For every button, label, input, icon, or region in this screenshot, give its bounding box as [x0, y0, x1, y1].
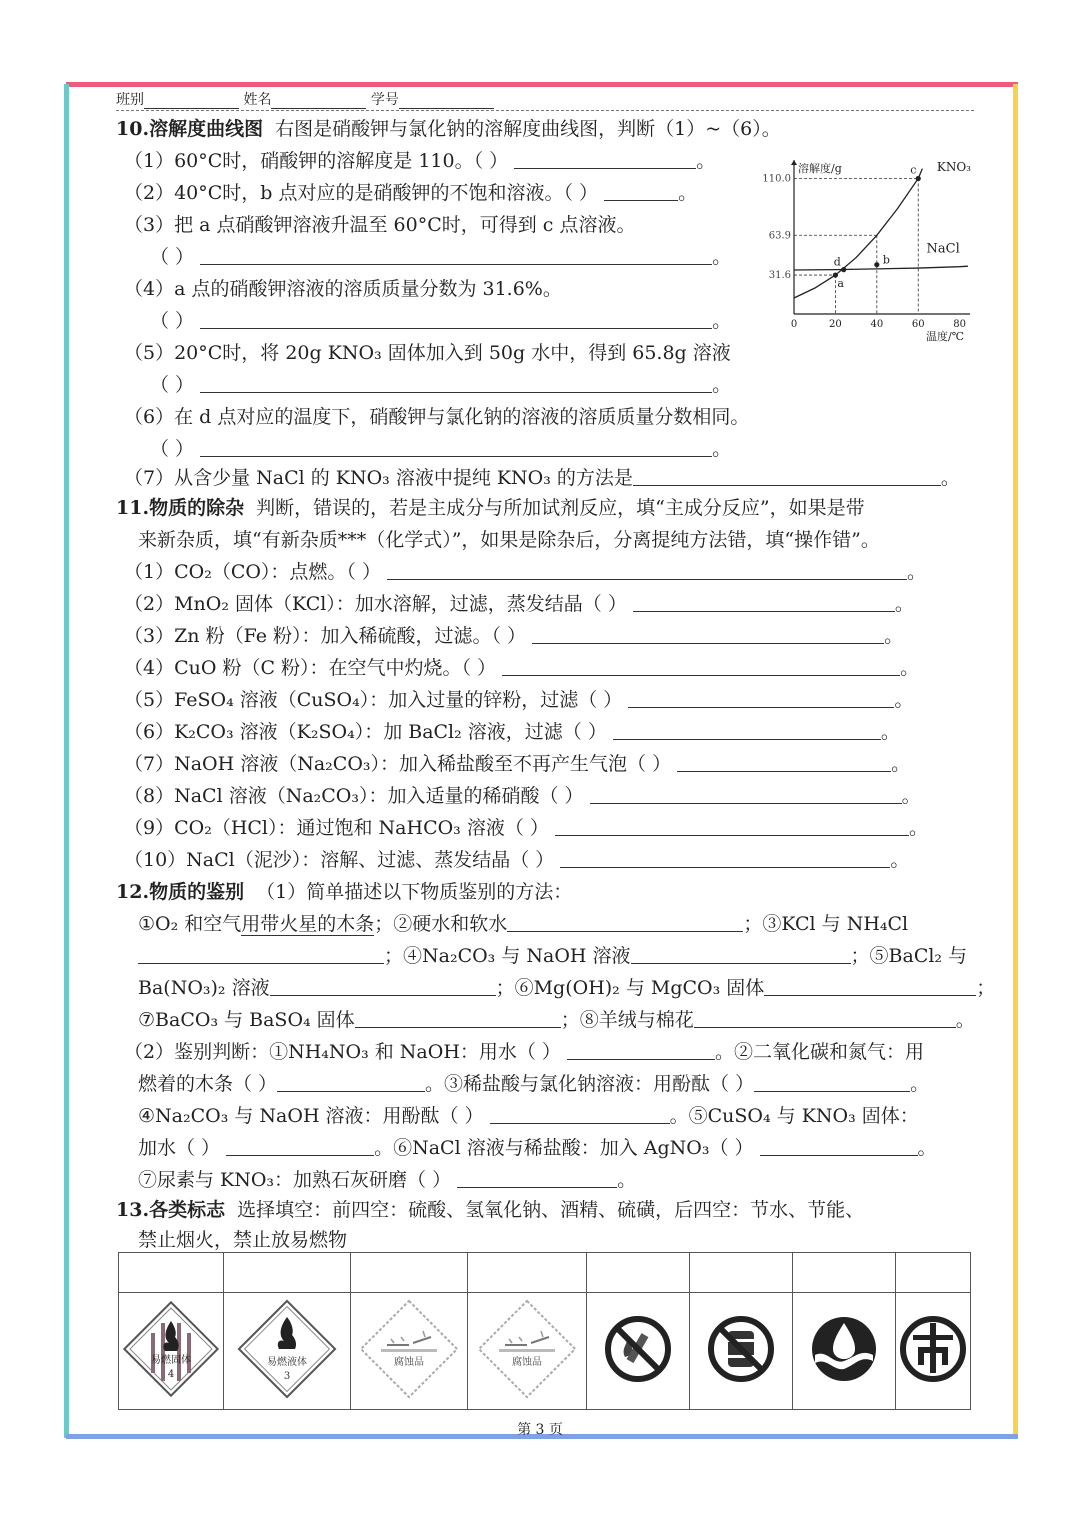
q10-item-2: （2）40°C时，b 点对应的是硝酸钾的不饱和溶液。（ ） 。 — [124, 182, 698, 204]
q10-item-5-answer: （ ） 。 — [150, 374, 732, 396]
q12-8a: 加水（ ） — [138, 1137, 221, 1159]
point-label-d: d — [833, 255, 841, 269]
chart-series — [794, 169, 968, 298]
q11-answer-3[interactable] — [532, 625, 884, 644]
q12-line-4 — [138, 1008, 975, 1032]
q12-5b: 。②二氧化碳和氮气：用 — [714, 1041, 924, 1063]
q12-9a: ⑦尿素与 KNO₃：加熟石灰研磨（ ） — [138, 1169, 452, 1191]
sign-answer-cell-8[interactable] — [896, 1253, 971, 1293]
q10-answer-1[interactable] — [514, 150, 696, 169]
y-axis-label: 溶解度/g — [798, 162, 842, 175]
x-tick-label: 0 — [790, 319, 798, 330]
q12-answer-4[interactable] — [631, 945, 851, 964]
x-axis-label: 温度/℃ — [925, 330, 964, 343]
x-tick-label: 80 — [953, 319, 967, 330]
corrosive-icon — [468, 1293, 586, 1405]
q10-answer-6[interactable] — [200, 438, 712, 457]
q11-item-9: （9）CO₂（HCl）：通过饱和 NaHCO₃ 溶液（ ） 。 — [124, 817, 928, 839]
q12-8b: 。⑥NaCl 溶液与稀盐酸：加入 AgNO₃（ ） — [374, 1137, 754, 1159]
energy-saving-sign-cell — [896, 1293, 971, 1410]
q10-item-7: （7）从含少量 NaCl 的 KNO₃ 溶液中提纯 KNO₃ 的方法是 。 — [124, 467, 960, 489]
q12-6b: 。③稀盐酸与氯化钠溶液：用酚酞（ ） — [425, 1073, 755, 1095]
class-field[interactable] — [144, 94, 239, 109]
point-b — [874, 262, 879, 267]
y-tick-label: 31.6 — [768, 270, 791, 282]
q12-4b: ；⑧羊绒与棉花 — [560, 1009, 694, 1031]
corrosive-label-2: 腐蚀品 — [512, 1357, 542, 1368]
q10-item-3 — [124, 213, 635, 237]
flammable-liquid-icon — [224, 1293, 350, 1405]
q10-item-1: （1）60°C时，硝酸钾的溶解度是 110。（ ） 。 — [124, 150, 716, 172]
q11-item-1: （1）CO₂（CO）：点燃。（ ） 。 — [124, 561, 927, 583]
name-field[interactable] — [271, 94, 366, 109]
sign-answer-cell-2[interactable] — [224, 1253, 351, 1293]
q12-judge-6[interactable] — [760, 1137, 918, 1156]
corrosive-sign-cell-1 — [351, 1293, 468, 1410]
class-label: 班别 — [116, 92, 144, 108]
q12-2b: ；⑤BaCl₂ 与 — [850, 945, 968, 967]
q11-item-9-text: （9）CO₂（HCl）：通过饱和 NaHCO₃ 溶液（ ） — [124, 817, 549, 839]
flammable-liquid-sign-cell — [224, 1293, 351, 1410]
q11-item-4-text: （4）CuO 粉（C 粉）：在空气中灼烧。（ ） — [124, 657, 497, 679]
corrosive-sign-cell-2 — [468, 1293, 587, 1410]
q11-intro-line-2 — [138, 528, 880, 552]
q12-answer-3[interactable] — [138, 945, 384, 964]
q11-item-2-text: （2）MnO₂ 固体（KCl）：加水溶解，过滤，蒸发结晶（ ） — [124, 593, 627, 615]
flammable-solid-icon — [119, 1293, 223, 1405]
no-flammable-materials-icon — [690, 1293, 792, 1405]
energy-saving-icon — [896, 1293, 970, 1405]
id-field[interactable] — [399, 94, 494, 109]
q11-title: 物质的除杂 — [149, 497, 245, 519]
q12-judge-5[interactable] — [226, 1137, 374, 1156]
q12-line-5 — [124, 1040, 924, 1064]
signs-image-row — [119, 1293, 971, 1410]
sign-answer-cell-5[interactable] — [587, 1253, 690, 1293]
q11-item-8: （8）NaCl 溶液（Na₂CO₃）：加入适量的稀硝酸（ ） 。 — [124, 785, 921, 807]
q10-title: 溶解度曲线图 — [149, 118, 264, 140]
q12-title: 物质的鉴别 — [149, 881, 245, 903]
q10-item-5 — [124, 341, 731, 365]
q12-1b-answer: 用带火星的木条 — [241, 913, 375, 935]
q11-item-2: （2）MnO₂ 固体（KCl）：加水溶解，过滤，蒸发结晶（ ） 。 — [124, 593, 914, 615]
series-label-kno3: KNO₃ — [936, 160, 971, 175]
chart-guides — [794, 178, 918, 314]
q11-intro-2: 来新杂质，填“有新杂质***（化学式）”，如果是除杂后，分离提纯方法错，填“操作错”。 — [138, 529, 880, 551]
q10-answer-2[interactable] — [604, 182, 678, 201]
q11-item-10: （10）NaCl（泥沙）：溶解、过滤、蒸发结晶（ ） 。 — [124, 849, 910, 871]
q11-answer-10[interactable] — [560, 849, 890, 868]
q12-6a: 燃着的木条（ ） — [138, 1073, 278, 1095]
chart-points — [833, 176, 921, 278]
sign-answer-cell-7[interactable] — [793, 1253, 896, 1293]
q12-5a: （2）鉴别判断：①NH₄NO₃ 和 NaOH：用水（ ） — [124, 1041, 561, 1063]
q10-paren-3: （ ） — [150, 246, 195, 268]
q12-answer-7[interactable] — [355, 1009, 561, 1028]
point-d — [841, 267, 846, 272]
series-line-nacl — [794, 266, 968, 270]
q13-intro-1: 选择填空：前四空：硫酸、氢氧化钠、酒精、硫磺，后四空：节水、节能、 — [237, 1199, 865, 1221]
x-tick-label: 60 — [911, 319, 925, 330]
page-number: 第 3 页 — [517, 1422, 563, 1438]
q12-7a: ④Na₂CO₃ 与 NaOH 溶液：用酚酞（ ） — [138, 1105, 484, 1127]
series-line-kno3 — [794, 169, 922, 298]
q13-intro-line-2 — [138, 1228, 347, 1252]
q12-2a: ；④Na₂CO₃ 与 NaOH 溶液 — [384, 945, 631, 967]
q12-number: 12. — [116, 881, 150, 903]
x-tick-label: 40 — [870, 319, 884, 330]
y-tick-label: 63.9 — [768, 230, 791, 242]
signs-answer-row — [119, 1253, 971, 1293]
q10-paren-4: （ ） — [150, 310, 195, 332]
flammable-solid-class: 4 — [167, 1369, 175, 1380]
top-border — [66, 82, 1018, 87]
q12-line-7 — [138, 1104, 919, 1128]
q13-title: 各类标志 — [149, 1199, 226, 1221]
id-label: 学号 — [370, 92, 399, 108]
q12-3a: Ba(NO₃)₂ 溶液 — [138, 977, 270, 999]
q12-line-6: 燃着的木条（ ） 。③稀盐酸与氯化钠溶液：用酚酞（ ） 。 — [138, 1073, 930, 1095]
q11-intro-1: 判断，错误的，若是主成分与所加试剂反应，填“主成分反应”，如果是带 — [256, 497, 865, 519]
q10-item-7-text: （7）从含少量 NaCl 的 KNO₃ 溶液中提纯 KNO₃ 的方法是 — [124, 467, 633, 489]
q11-item-1-text: （1）CO₂（CO）：点燃。（ ） — [124, 561, 381, 583]
q11-item-3-text: （3）Zn 粉（Fe 粉）：加入稀硫酸，过滤。（ ） — [124, 625, 527, 647]
q10-answer-5[interactable] — [200, 374, 712, 393]
q11-item-5: （5）FeSO₄ 溶液（CuSO₄）：加入过量的锌粉，过滤（ ） 。 — [124, 689, 914, 711]
q12-judge-3[interactable] — [754, 1073, 910, 1092]
q10-item-2-text: （2）40°C时，b 点对应的是硝酸钾的不饱和溶液。（ ） — [124, 182, 599, 204]
q11-answer-8[interactable] — [590, 785, 902, 804]
q13-heading — [116, 1198, 864, 1222]
q12-answer-5[interactable] — [270, 977, 496, 996]
q12-3b: ；⑥Mg(OH)₂ 与 MgCO₃ 固体 — [495, 977, 765, 999]
q12-judge-7[interactable] — [457, 1169, 617, 1188]
q10-item-4-answer: （ ） 。 — [150, 310, 732, 332]
q11-answer-7[interactable] — [677, 753, 891, 772]
q11-answer-9[interactable] — [555, 817, 909, 836]
q10-paren-6: （ ） — [150, 438, 195, 460]
no-flammables-sign-cell — [690, 1293, 793, 1410]
q12-line-8: 加水（ ） 。⑥NaCl 溶液与稀盐酸：加入 AgNO₃（ ） 。 — [138, 1137, 937, 1159]
q10-answer-7[interactable] — [633, 467, 941, 486]
q11-item-6-text: （6）K₂CO₃ 溶液（K₂SO₄）：加 BaCl₂ 溶液，过滤（ ） — [124, 721, 607, 743]
q12-heading — [116, 880, 572, 904]
flammable-liquid-class: 3 — [283, 1371, 291, 1382]
q10-item-3-answer: （ ） 。 — [150, 246, 732, 268]
q12-answer-6[interactable] — [764, 977, 976, 996]
header-divider — [116, 110, 974, 111]
point-c — [916, 176, 921, 181]
sign-answer-cell-4[interactable] — [468, 1253, 587, 1293]
q11-item-6: （6）K₂CO₃ 溶液（K₂SO₄）：加 BaCl₂ 溶液，过滤（ ） 。 — [124, 721, 900, 743]
flammable-solid-label: 易燃固体 — [151, 1355, 191, 1366]
q10-item-4-text: （4）a 点的硝酸钾溶液的溶质质量分数为 31.6%。 — [124, 278, 562, 300]
q12-1d: ；③KCl 与 NH₄Cl — [743, 913, 909, 935]
q12-line-2 — [138, 944, 967, 968]
chart-axes — [791, 160, 970, 314]
q11-heading — [116, 496, 865, 520]
no-fire-sign-cell — [587, 1293, 690, 1410]
q11-answer-1[interactable] — [387, 561, 907, 580]
q12-judge-1[interactable] — [567, 1041, 715, 1060]
q10-heading — [116, 117, 781, 141]
q13-number: 13. — [116, 1199, 150, 1221]
q12-4c: 。 — [955, 1009, 975, 1031]
q10-item-3-text: （3）把 a 点硝酸钾溶液升温至 60°C时，可得到 c 点溶液。 — [124, 214, 636, 236]
flammable-solid-sign-cell — [119, 1293, 224, 1410]
q11-answer-6[interactable] — [613, 721, 881, 740]
signs-table — [118, 1252, 971, 1410]
q11-answer-4[interactable] — [502, 657, 900, 676]
y-tick-label: 110.0 — [762, 173, 791, 185]
q10-item-5-text: （5）20°C时，将 20g KNO₃ 固体加入到 50g 水中，得到 65.8g 溶液 — [124, 342, 731, 364]
right-border — [1013, 84, 1018, 1438]
q12-intro: （1）简单描述以下物质鉴别的方法： — [256, 881, 573, 903]
q11-item-10-text: （10）NaCl（泥沙）：溶解、过滤、蒸发结晶（ ） — [124, 849, 555, 871]
q12-line-1 — [138, 912, 908, 936]
q13-intro-2: 禁止烟火，禁止放易燃物 — [138, 1229, 348, 1251]
point-label-b: b — [882, 253, 890, 267]
q12-1a: ①O₂ 和空气 — [138, 913, 242, 935]
corrosive-icon — [351, 1293, 467, 1405]
sign-answer-cell-1[interactable] — [119, 1253, 224, 1293]
q12-line-3 — [138, 976, 995, 1000]
q11-item-5-text: （5）FeSO₄ 溶液（CuSO₄）：加入过量的锌粉，过滤（ ） — [124, 689, 623, 711]
corrosive-label-1: 腐蚀品 — [394, 1357, 424, 1368]
q10-intro: 右图是硝酸钾与氯化钠的溶解度曲线图，判断（1）~（6）。 — [275, 118, 781, 140]
water-saving-icon — [793, 1293, 895, 1405]
q10-answer-3[interactable] — [200, 246, 712, 265]
q10-item-1-text: （1）60°C时，硝酸钾的溶解度是 110。（ ） — [124, 150, 509, 172]
q11-item-7: （7）NaOH 溶液（Na₂CO₃）：加入稀盐酸至不再产生气泡（ ） 。 — [124, 753, 911, 775]
q10-number: 10. — [116, 118, 150, 140]
name-label: 姓名 — [243, 92, 272, 108]
point-label-a: a — [837, 277, 844, 291]
q12-7b: 。⑤CuSO₄ 与 KNO₃ 固体： — [669, 1105, 919, 1127]
q12-4a: ⑦BaCO₃ 与 BaSO₄ 固体 — [138, 1009, 355, 1031]
q12-line-9: ⑦尿素与 KNO₃：加熟石灰研磨（ ） 。 — [138, 1169, 637, 1191]
q10-item-6 — [124, 405, 749, 429]
water-saving-sign-cell — [793, 1293, 896, 1410]
sign-answer-cell-6[interactable] — [690, 1253, 793, 1293]
q12-judge-2[interactable] — [277, 1073, 425, 1092]
point-label-c: c — [910, 163, 917, 177]
y-axis-arrow — [791, 160, 797, 165]
q11-item-8-text: （8）NaCl 溶液（Na₂CO₃）：加入适量的稀硝酸（ ） — [124, 785, 584, 807]
q12-1c: ；②硬水和软水 — [374, 913, 508, 935]
q10-item-6-answer: （ ） 。 — [150, 438, 732, 460]
student-info-header — [116, 89, 494, 109]
left-border — [64, 84, 69, 1438]
q11-answer-2[interactable] — [633, 593, 895, 612]
q10-paren-5: （ ） — [150, 374, 195, 396]
q10-answer-4[interactable] — [200, 310, 712, 329]
q12-judge-4[interactable] — [490, 1105, 670, 1124]
q11-item-4: （4）CuO 粉（C 粉）：在空气中灼烧。（ ） 。 — [124, 657, 920, 679]
series-label-nacl: NaCl — [926, 241, 960, 257]
no-open-flame-icon — [587, 1293, 689, 1405]
q12-answer-8[interactable] — [694, 1009, 956, 1028]
q12-3c: ； — [976, 977, 996, 999]
q11-number: 11. — [116, 497, 150, 519]
q11-item-3: （3）Zn 粉（Fe 粉）：加入稀硫酸，过滤。（ ） 。 — [124, 625, 904, 647]
q10-item-4 — [124, 277, 562, 301]
q12-answer-2[interactable] — [507, 913, 743, 932]
q10-item-6-text: （6）在 d 点对应的温度下，硝酸钾与氯化钠的溶液的溶质质量分数相同。 — [124, 406, 750, 428]
solubility-chart — [752, 152, 978, 352]
q11-answer-5[interactable] — [628, 689, 894, 708]
x-tick-label: 20 — [829, 319, 842, 330]
q11-item-7-text: （7）NaOH 溶液（Na₂CO₃）：加入稀盐酸至不再产生气泡（ ） — [124, 753, 672, 775]
sign-answer-cell-3[interactable] — [351, 1253, 468, 1293]
flammable-liquid-label: 易燃液体 — [267, 1357, 307, 1368]
